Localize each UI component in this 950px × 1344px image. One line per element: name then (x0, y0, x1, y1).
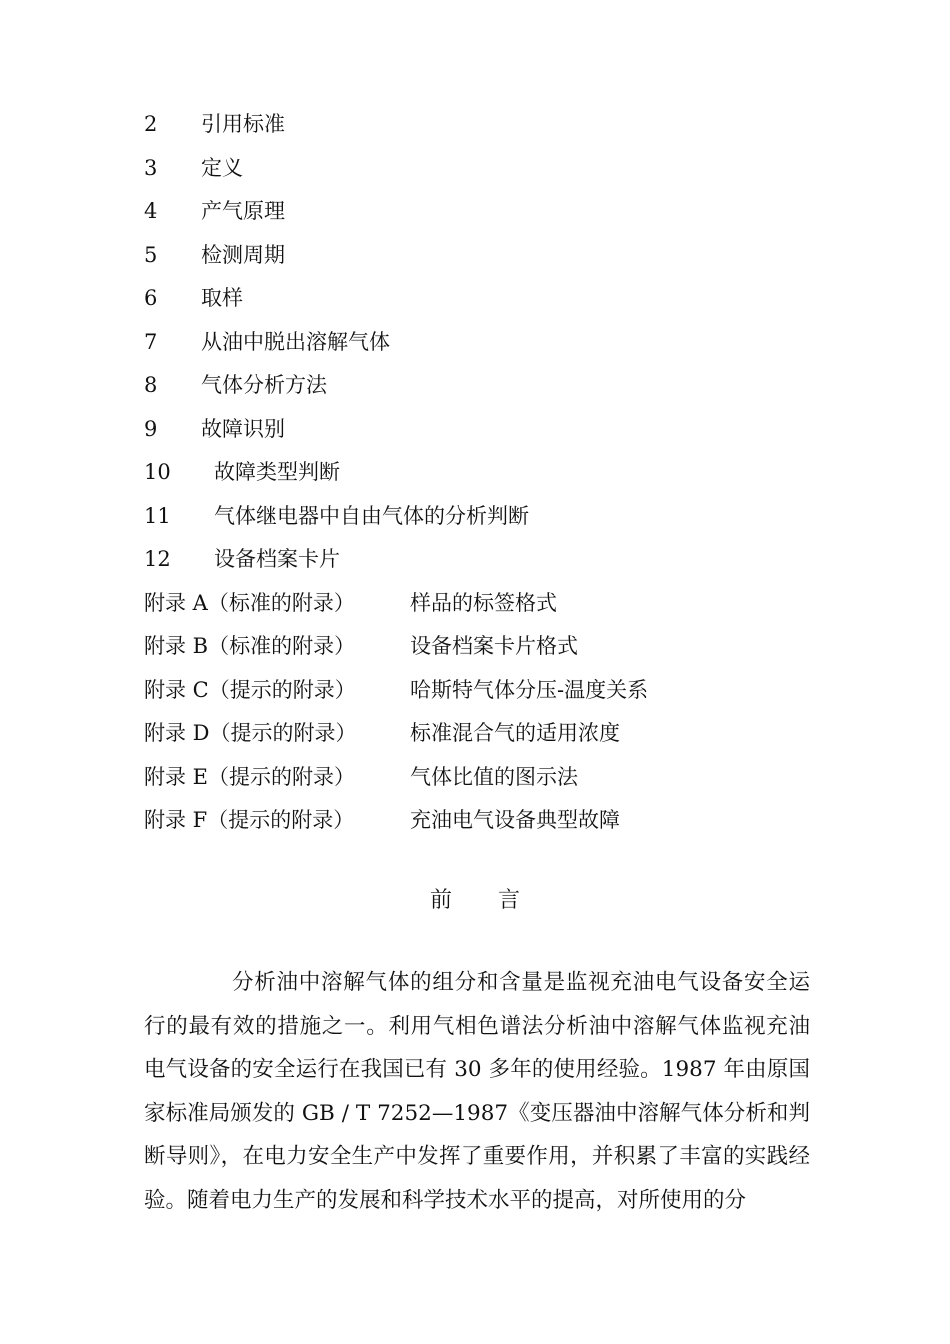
appendix-label: 附录 C（提示的附录） (144, 677, 356, 702)
appendix-title: 气体比值的图示法 (410, 764, 578, 789)
toc-item-number: 5 (144, 242, 158, 267)
toc-item (144, 364, 824, 408)
toc-item-title: 引用标准 (201, 112, 285, 136)
toc-appendix (144, 582, 824, 626)
toc-item-title: 故障类型判断 (214, 460, 340, 484)
toc-item-number: 8 (144, 373, 158, 397)
toc-appendix (144, 625, 824, 669)
toc-item (144, 234, 824, 278)
toc-item (144, 321, 824, 365)
appendix-title: 充油电气设备典型故障 (410, 808, 620, 832)
toc-item (144, 190, 824, 234)
toc-item-title: 从油中脱出溶解气体 (201, 329, 390, 354)
toc-item-title: 气体分析方法 (201, 373, 327, 397)
toc-item (144, 277, 824, 321)
toc-appendix (144, 756, 824, 800)
preface-heading-second-char: 言 (498, 888, 521, 913)
toc-item (144, 451, 824, 495)
appendix-label: 附录 B（标准的附录） (144, 634, 356, 658)
appendix-label: 附录 A（标准的附录） (144, 590, 355, 615)
toc-item-number: 11 (144, 503, 171, 528)
toc-item-title: 定义 (201, 155, 243, 180)
toc-item-number: 2 (144, 112, 158, 136)
toc-item-number: 6 (144, 286, 158, 310)
toc-appendix (144, 669, 824, 713)
toc-item-title: 取样 (201, 286, 243, 310)
preface-paragraph: 分析油中溶解气体的组分和含量是监视充油电气设备安全运行的最有效的措施之一。利用气相色谱法分析油中溶解气体监视充油电气设备的安全运行在我国已有 30 多年的使用经验。1987 年由原国家标准局颁发的 GB / T 7252—1987《变压器油中溶解气体分析和判断导则》，在电力安全生产中发挥了重要作用，并积累了丰富的实践经验。随着电力生产的发展和科学技术水平的提高，对所使用的分 (144, 970, 810, 1213)
appendix-label: 附录 E（提示的附录） (144, 764, 356, 789)
toc-item (144, 538, 824, 582)
toc-item-title: 气体继电器中自由气体的分析判断 (214, 503, 529, 528)
appendix-title: 设备档案卡片格式 (410, 634, 578, 658)
toc-item (144, 408, 824, 452)
toc-item-number: 3 (144, 155, 158, 180)
toc-item (144, 103, 824, 147)
toc-item (144, 495, 824, 539)
appendix-title: 样品的标签格式 (410, 590, 557, 615)
toc-item-number: 4 (144, 199, 158, 223)
appendix-title: 哈斯特气体分压-温度关系 (410, 677, 649, 702)
toc-item-number: 9 (144, 416, 158, 441)
appendix-label: 附录 D（提示的附录） (144, 721, 357, 745)
table-of-contents (144, 103, 824, 843)
toc-item-title: 故障识别 (201, 416, 285, 441)
toc-appendix (144, 799, 824, 843)
preface-heading-first-char: 前 (429, 888, 452, 913)
toc-item-number: 7 (144, 329, 158, 354)
toc-appendix (144, 712, 824, 756)
toc-item (144, 147, 824, 191)
toc-item-title: 设备档案卡片 (214, 547, 340, 571)
toc-item-number: 12 (144, 547, 171, 571)
toc-item-title: 产气原理 (201, 199, 285, 223)
toc-item-number: 10 (144, 460, 171, 484)
appendix-title: 标准混合气的适用浓度 (410, 721, 620, 745)
preface-heading (0, 883, 950, 914)
toc-item-title: 检测周期 (201, 242, 285, 267)
appendix-label: 附录 F（提示的附录） (144, 808, 355, 832)
